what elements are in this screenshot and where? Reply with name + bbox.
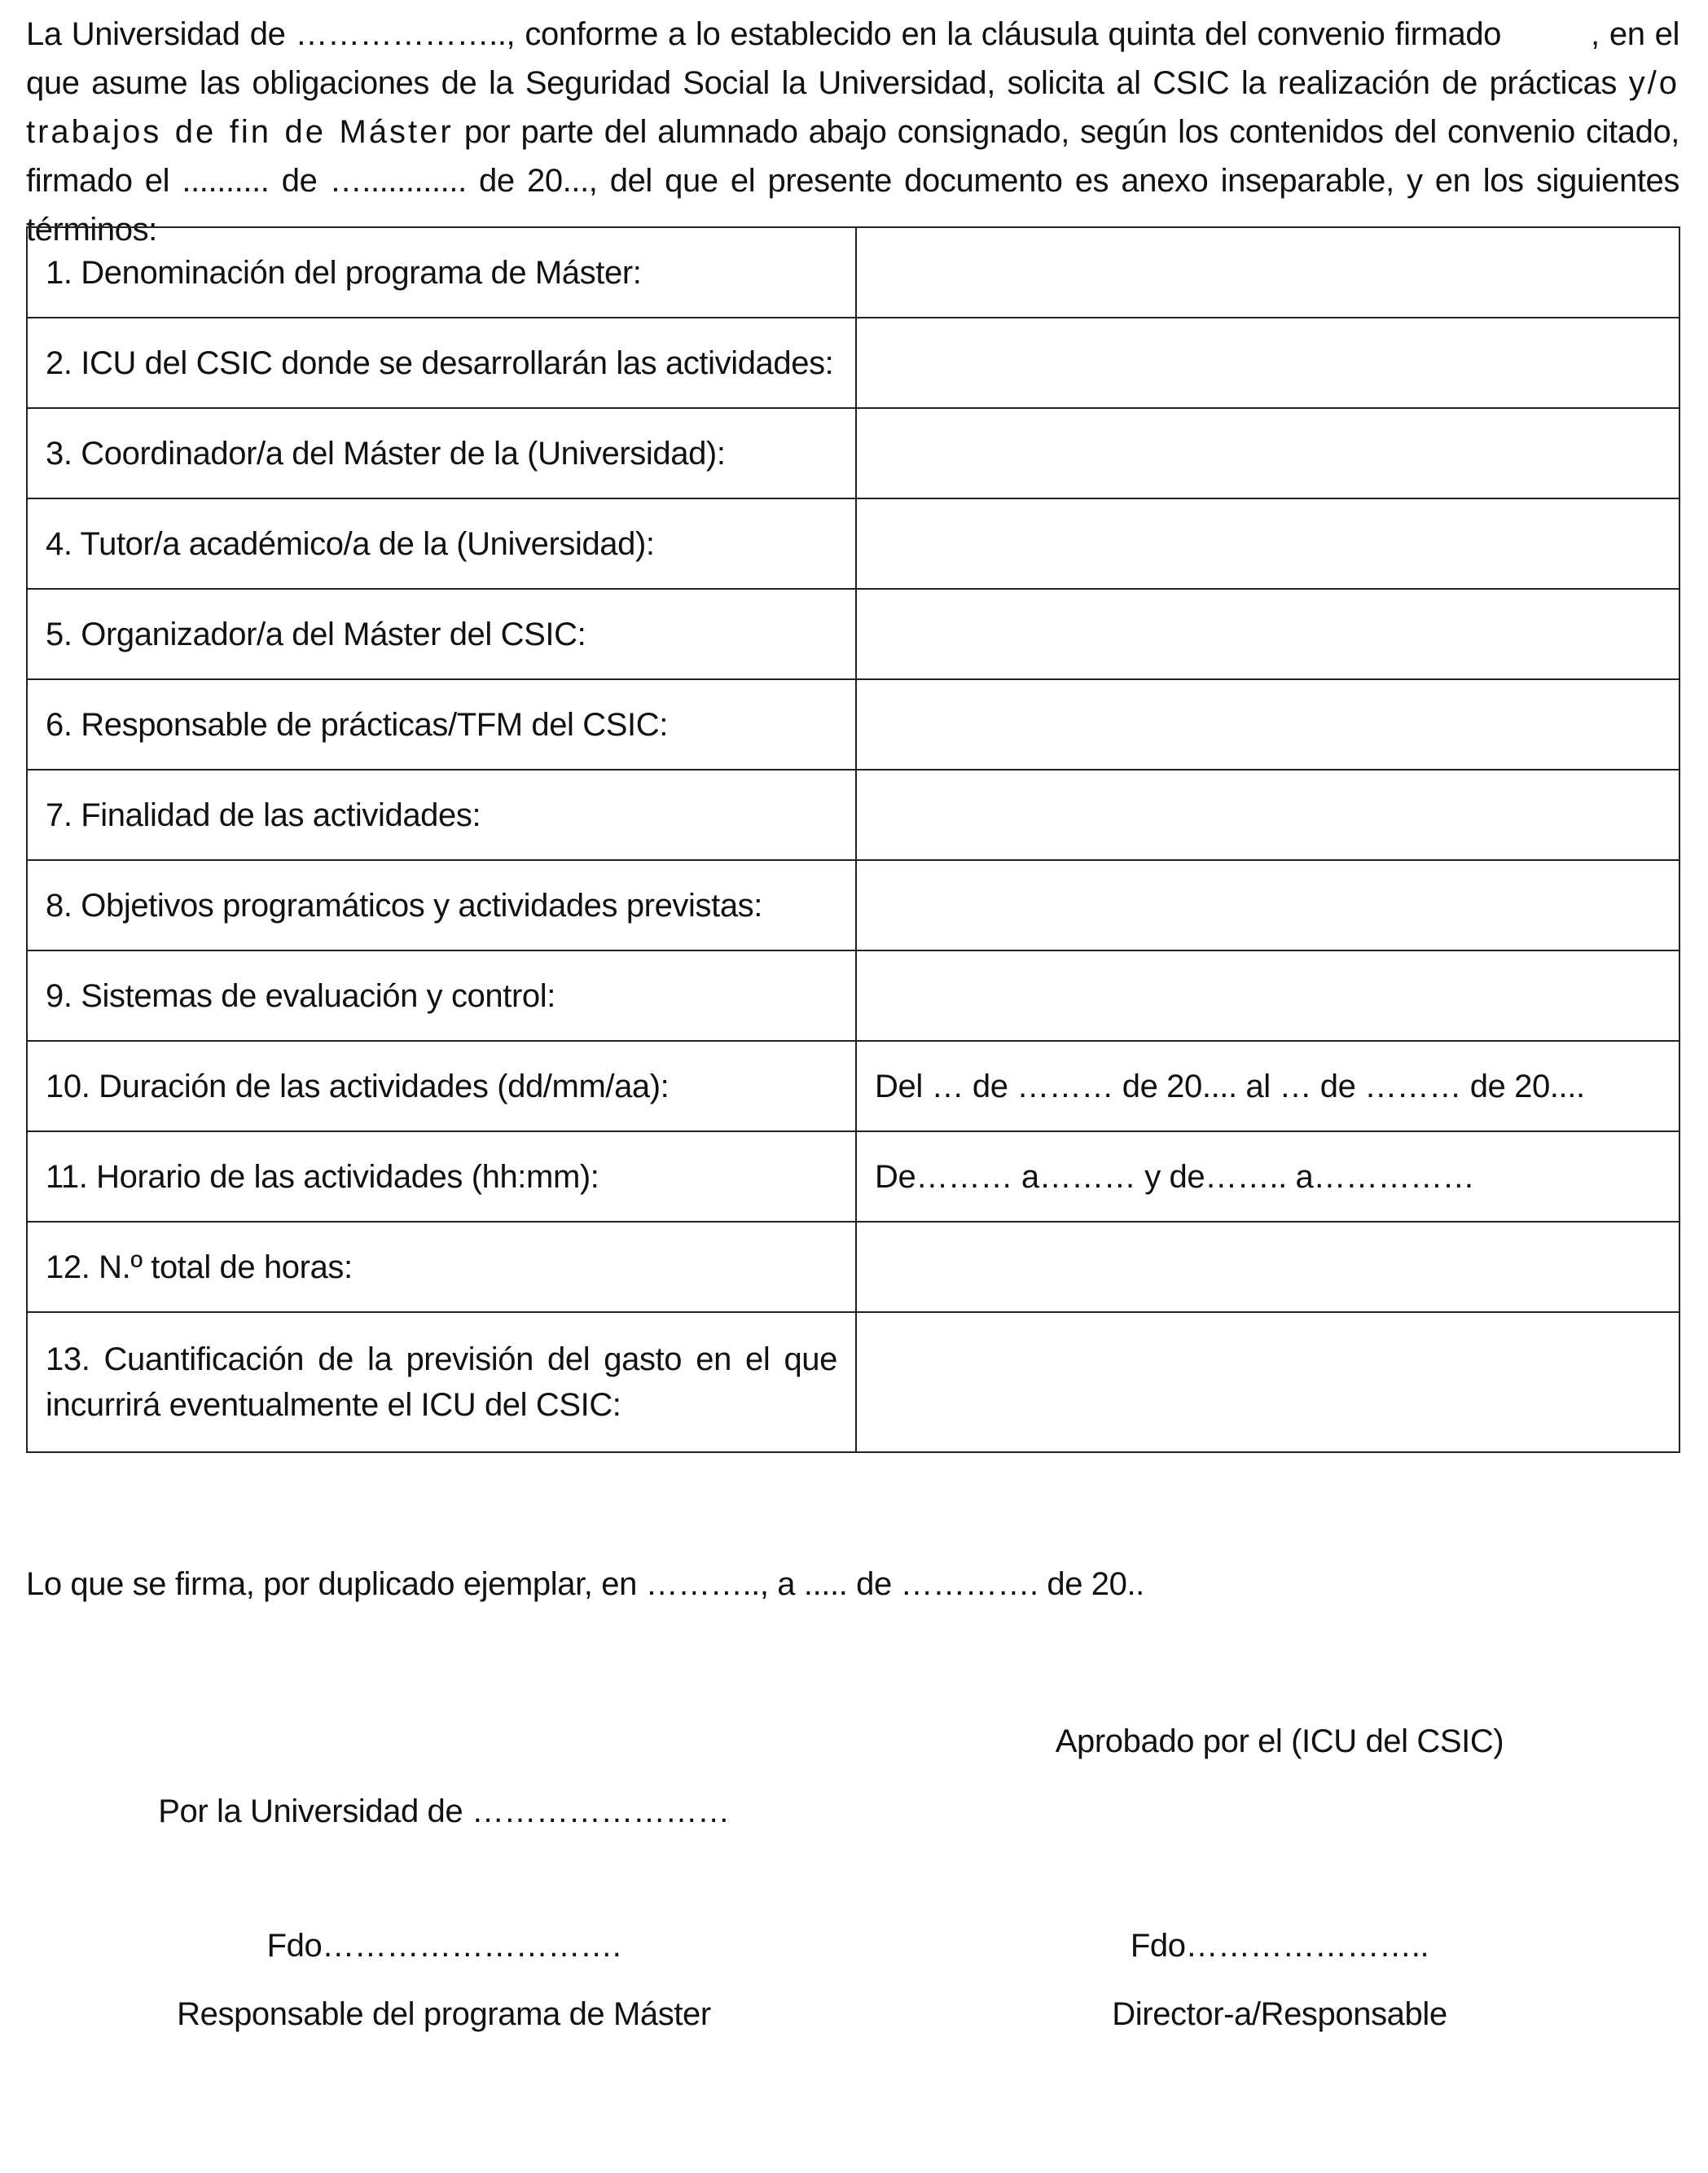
row-value-coordinator[interactable]: [856, 408, 1679, 498]
table-row: [27, 1041, 1679, 1131]
row-value-practice-lead[interactable]: [856, 679, 1679, 770]
table-row: [27, 1131, 1679, 1222]
row-label-objectives: 8. Objetivos programáticos y actividades previstas:: [27, 860, 856, 950]
row-label-master-program: 1. Denominación del programa de Máster:: [27, 227, 856, 318]
left-signature-line: Fdo……………………….: [266, 1928, 621, 1964]
row-value-duration[interactable]: Del … de ……… de 20.... al … de ……… de 20....: [856, 1041, 1679, 1131]
intro-text-1: La Universidad de ……………….., conforme a lo establecido en la cláusula quinta del convenio firmado: [26, 16, 1502, 52]
row-value-expense-estimate[interactable]: [856, 1312, 1679, 1452]
row-value-total-hours[interactable]: [856, 1222, 1679, 1312]
table-row: [27, 227, 1679, 318]
row-value-master-program[interactable]: [856, 227, 1679, 318]
table-row: [27, 950, 1679, 1041]
table-row: [27, 860, 1679, 950]
activities-form-table: [26, 226, 1680, 1453]
table-row: [27, 589, 1679, 679]
row-value-objectives[interactable]: [856, 860, 1679, 950]
row-value-organizer[interactable]: [856, 589, 1679, 679]
table-row: [27, 408, 1679, 498]
row-value-icu[interactable]: [856, 318, 1679, 408]
table-row: [27, 770, 1679, 860]
row-label-coordinator: 3. Coordinador/a del Máster de la (Universidad):: [27, 408, 856, 498]
approved-by-label: Aprobado por el (ICU del CSIC): [1055, 1723, 1504, 1759]
table-row: [27, 1222, 1679, 1312]
university-signature-label: Por la Universidad de ……………………: [158, 1793, 730, 1829]
intro-text-3: por parte del alumnado abajo consignado, según los contenidos del convenio citado, firmado el .......... de …............ de 20..., del que el presente documento es anexo inseparable, y en los siguientes términos:: [26, 114, 1680, 248]
table-row: [27, 318, 1679, 408]
row-label-duration: 10. Duración de las actividades (dd/mm/aa):: [27, 1041, 856, 1131]
row-label-organizer: 5. Organizador/a del Máster del CSIC:: [27, 589, 856, 679]
row-label-academic-tutor: 4. Tutor/a académico/a de la (Universidad):: [27, 498, 856, 589]
closing-statement: Lo que se firma, por duplicado ejemplar, en ……….., a ..... de …………. de 20..: [26, 1566, 1144, 1602]
row-label-icu: 2. ICU del CSIC donde se desarrollarán las actividades:: [27, 318, 856, 408]
table-row: [27, 679, 1679, 770]
left-signatory-role: Responsable del programa de Máster: [177, 1996, 711, 2032]
row-value-purpose[interactable]: [856, 770, 1679, 860]
row-value-evaluation[interactable]: [856, 950, 1679, 1041]
intro-text-2: , en el que asume las obligaciones de la Seguridad Social la Universidad, solicita al CSIC la realización de prácticas: [26, 16, 1679, 101]
row-value-schedule[interactable]: De……… a……… y de…….. a……………: [856, 1131, 1679, 1222]
row-label-purpose: 7. Finalidad de las actividades:: [27, 770, 856, 860]
row-value-academic-tutor[interactable]: [856, 498, 1679, 589]
table-row: [27, 1312, 1679, 1452]
row-label-evaluation: 9. Sistemas de evaluación y control:: [27, 950, 856, 1041]
table-row: [27, 498, 1679, 589]
intro-spaced-text: y/o trabajos de fin de Máster: [26, 65, 1679, 150]
row-label-schedule: 11. Horario de las actividades (hh:mm):: [27, 1131, 856, 1222]
row-label-practice-lead: 6. Responsable de prácticas/TFM del CSIC:: [27, 679, 856, 770]
row-label-total-hours: 12. N.º total de horas:: [27, 1222, 856, 1312]
right-signatory-role: Director-a/Responsable: [1112, 1996, 1447, 2032]
row-label-expense-estimate: 13. Cuantificación de la previsión del gasto en el que incurrirá eventualmente el ICU del CSIC:: [27, 1312, 856, 1452]
intro-paragraph: [26, 10, 1679, 254]
right-signature-line: Fdo…………………..: [1130, 1928, 1429, 1964]
